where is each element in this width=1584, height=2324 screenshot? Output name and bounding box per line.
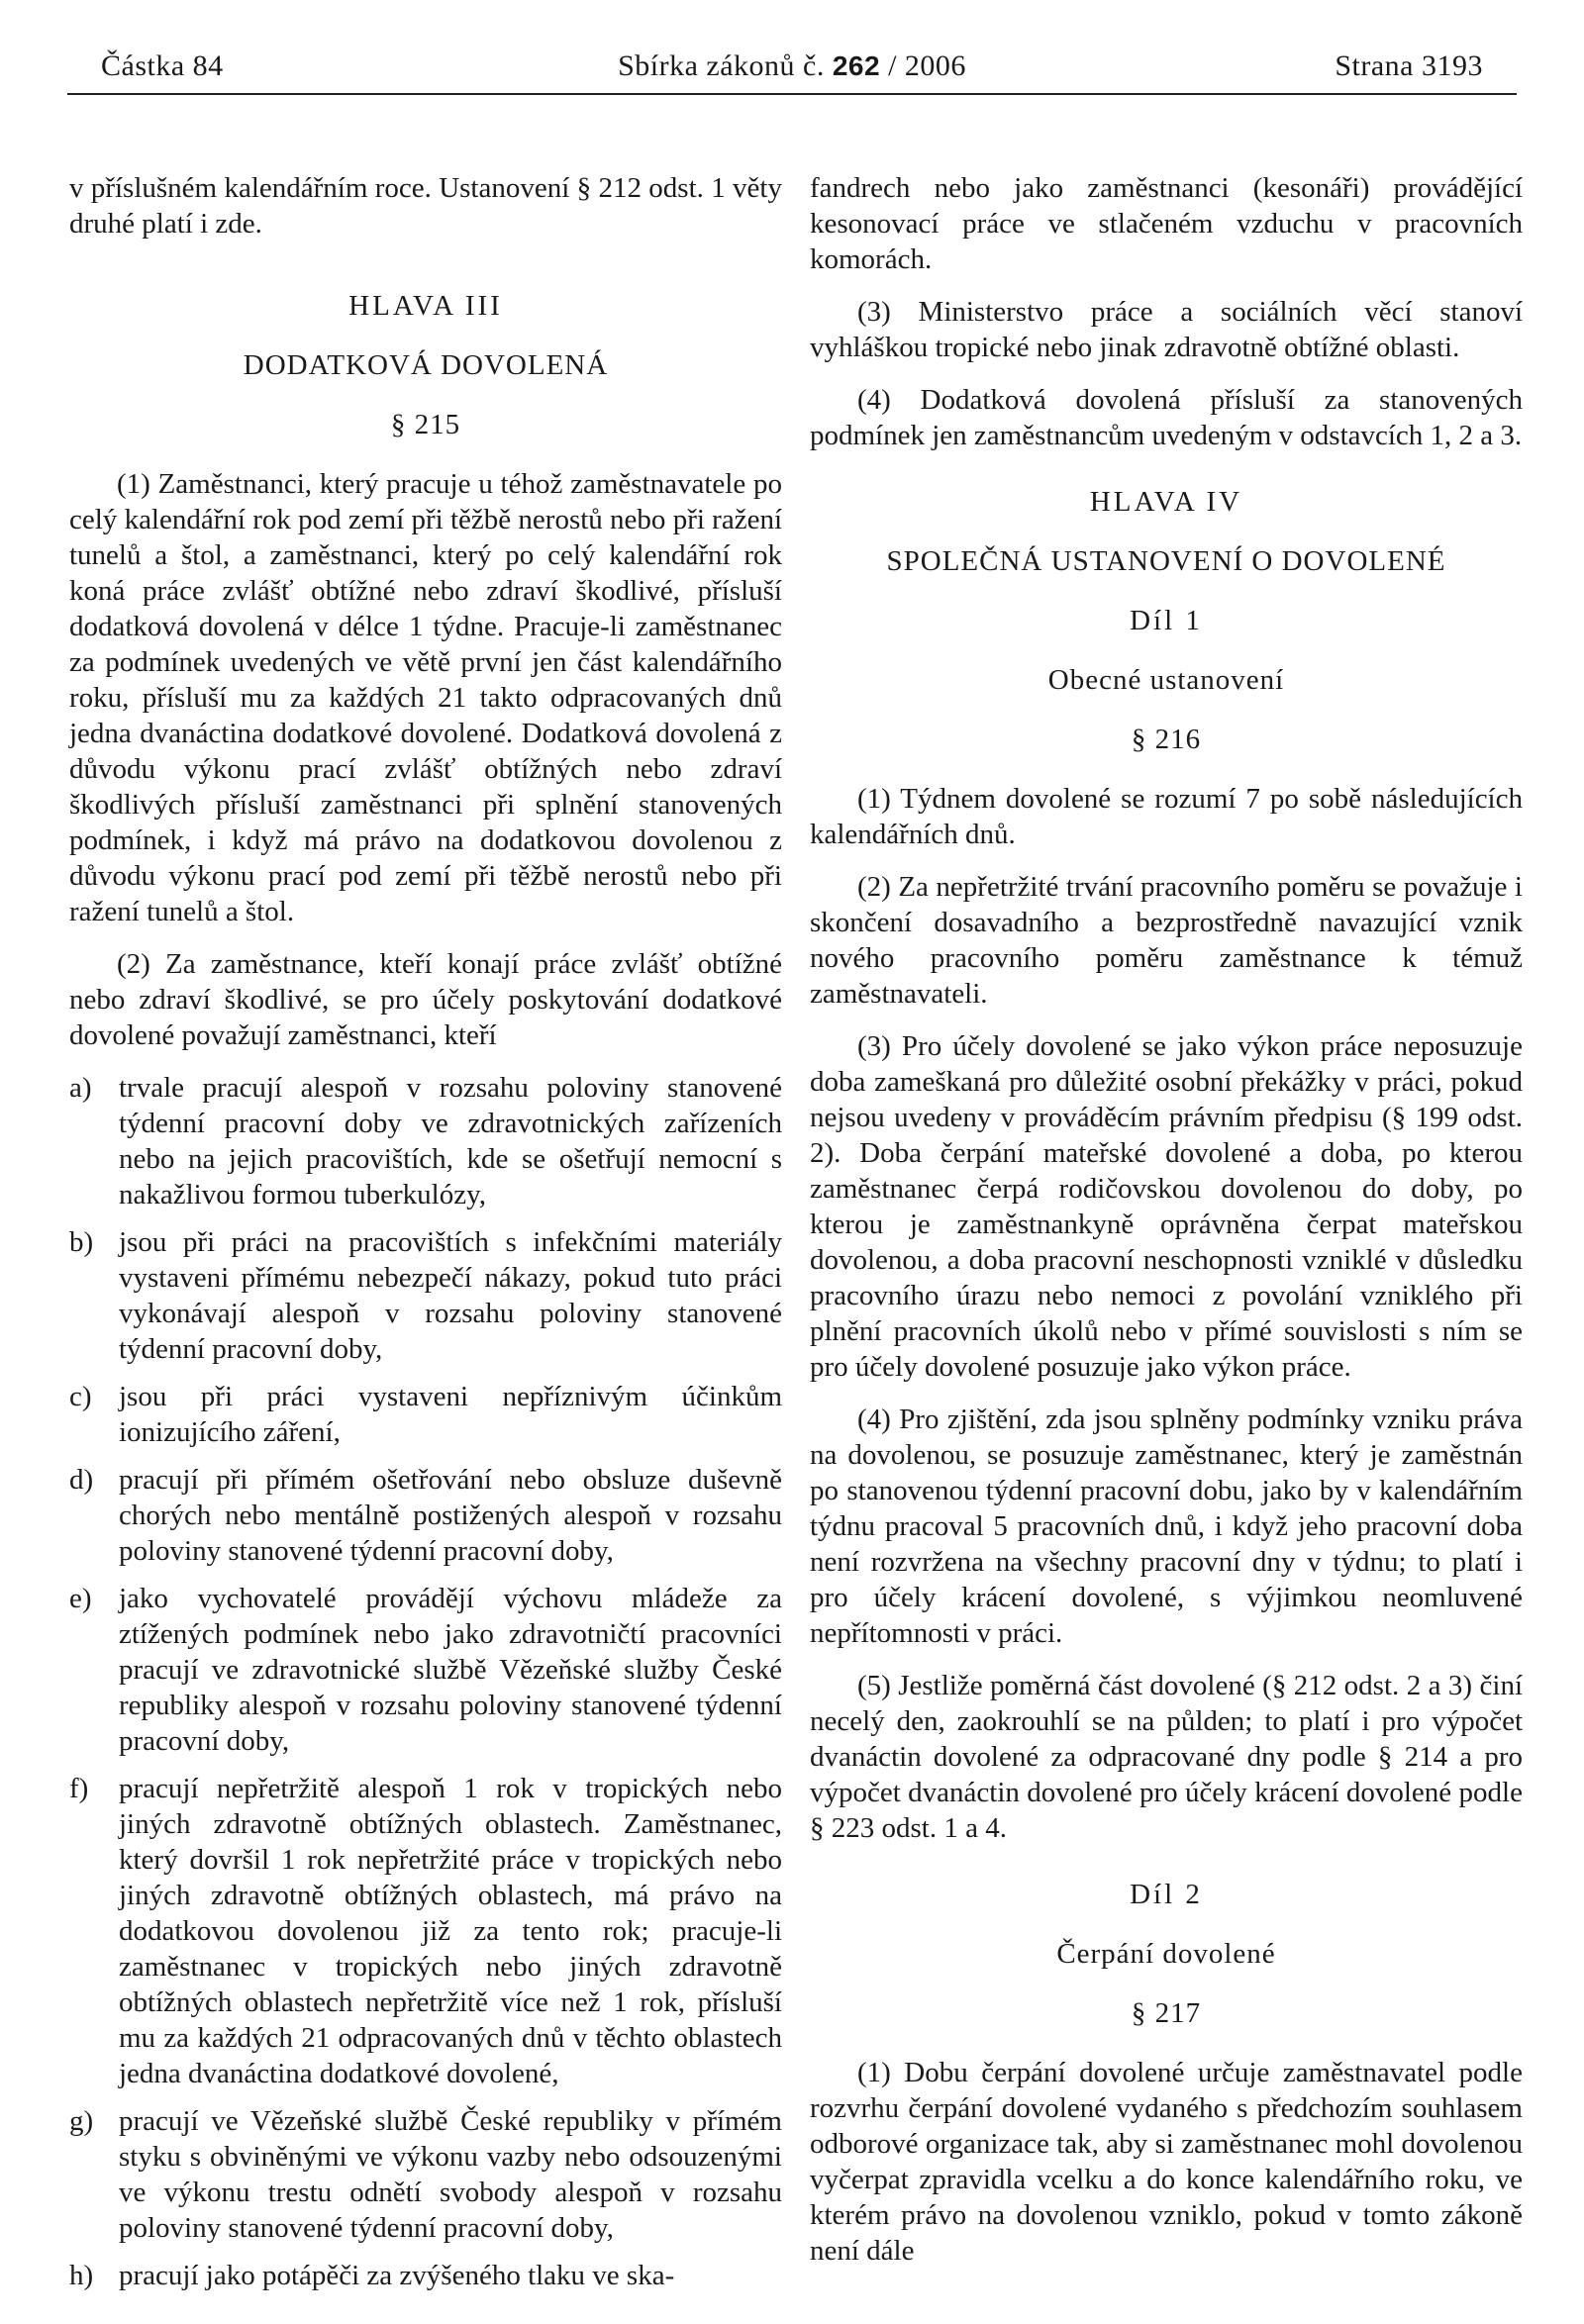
paragraph: (1) Zaměstnanci, který pracuje u téhož zaměstnavatele po celý kalendářní rok pod zemí při těžbě nerostů nebo při ražení tunelů a štol, a zaměstnanci, který po celý kalendářní rok koná práce zvlášť obtížné nebo zdraví škodlivé, přísluší dodatková dovolená v délce 1 týdne. Pracuje-li zaměstnanec za podmínek uvedených ve větě první jen část kalendářního roku, přísluší mu za každých 21 takto odpracovaných dnů jedna dvanáctina dodatkové dovolené. Dodatková dovolená z důvodu výkonu prací zvlášť obtížných nebo zdraví škodlivých přísluší zaměstnanci při splnění stanovených podmínek, i když má právo na dodatkovou dovolenou z důvodu výkonu prací pod zemí při těžbě nerostů nebo při ražení tunelů a štol.	[69, 468, 782, 927]
list-item	[69, 1379, 782, 1450]
list-item	[69, 2258, 782, 2293]
part-title: Díl 1	[1130, 605, 1203, 636]
item-text: jsou při práci vystaveni nepříznivým účinkům ionizujícího záření,	[119, 1381, 782, 1448]
list-item	[69, 1070, 782, 1212]
collection-year: / 2006	[888, 49, 966, 82]
item-text: jsou při práci na pracovištích s infekčními materiály vystaveni přímému nebezpečí nákazy, pokud tuto práci vykonávají alespoň v rozsahu poloviny stanovené týdenní pracovní doby,	[119, 1226, 782, 1365]
section-number: § 215	[390, 409, 461, 440]
item-marker: d)	[69, 1464, 94, 1496]
chapter-name: SPOLEČNÁ USTANOVENÍ O DOVOLENÉ	[886, 545, 1446, 577]
item-marker: a)	[69, 1072, 92, 1104]
paragraph: (5) Jestliže poměrná část dovolené (§ 212 odst. 2 a 3) činí necelý den, zaokrouhlí se na půlden; to platí i pro výpočet dvanáctin dovolené za odpracované dny podle § 214 a pro výpočet dvanáctin dovolené pro účely krácení dovolené podle § 223 odst. 1 a 4.	[810, 1670, 1523, 1844]
item-marker: f)	[69, 1773, 89, 1804]
paragraph: (4) Pro zjištění, zda jsou splněny podmínky vzniku práva na dovolenou, se posuzuje zaměstnanec, který je zaměstnán po stanovenou týdenní pracovní dobu, jako by v kalendářním týdnu pracoval 5 pracovních dnů, i když jeho pracovní doba není rozvržena na všechny pracovní dny v týdnu; to platí i pro účely krácení dovolené, s výjimkou neomluvené nepřítomnosti v práci.	[810, 1404, 1523, 1649]
item-text: pracují ve Vězeňské službě České republiky v přímém styku s obviněnými ve výkonu vazby nebo odsouzenými ve výkonu trestu odnětí svobody alespoň v rozsahu poloviny stanovené týdenní pracovní doby,	[119, 2105, 782, 2244]
paragraph: (1) Dobu čerpání dovolené určuje zaměstnavatel podle rozvrhu čerpání dovolené vydaného s předchozím souhlasem odborové organizace tak, aby si zaměstnanec mohl dovolenou vyčerpat zpravidla vcelku a do konce kalendářního roku, ve kterém právo na dovolenou vzniklo, pokud v tomto zákoně není dále	[810, 2057, 1523, 2267]
item-text: pracují jako potápěči za zvýšeného tlaku ve ska-	[119, 2260, 675, 2291]
section-number: § 217	[1131, 1997, 1202, 2029]
paragraph: (3) Pro účely dovolené se jako výkon práce neposuzuje doba zameškaná pro důležité osobní překážky v práci, pokud nejsou uvedeny v prováděcím právním předpisu (§ 199 odst. 2). Doba čerpání mateřské dovolené a doba, po kterou zaměstnanec čerpá rodičovskou dovolenou do doby, po kterou je zaměstnankyně oprávněna čerpat mateřskou dovolenou, a doba pracovní neschopnosti vzniklé v důsledku pracovního úrazu nebo nemoci z povolání vzniklého při plnění pracovních úkolů nebo v přímé souvislosti s ním se pro účely dovolené posuzuje jako výkon práce.	[810, 1030, 1523, 1383]
part-name: Obecné ustanovení	[1047, 664, 1285, 696]
list-item	[69, 2103, 782, 2246]
continuation-paragraph: fandrech nebo jako zaměstnanci (kesonáři) provádějící kesonovací práce ve stlačeném vzduchu v pracovních komorách.	[810, 172, 1523, 275]
item-text: trvale pracují alespoň v rozsahu poloviny stanovené týdenní pracovní doby ve zdravotnických zařízeních nebo na jejich pracovištích, kde se ošetřují nemocní s nakažlivou formou tuberkulózy,	[119, 1072, 782, 1210]
left-column	[69, 170, 782, 2305]
list-item	[69, 1462, 782, 1569]
part-title: Díl 2	[1130, 1879, 1203, 1910]
list-item	[69, 1224, 782, 1367]
item-marker: b)	[69, 1226, 94, 1258]
item-list	[69, 1070, 782, 2293]
right-column	[810, 170, 1523, 2285]
chapter-name: DODATKOVÁ DOVOLENÁ	[243, 349, 609, 381]
item-text: pracují při přímém ošetřování nebo obsluze duševně chorých nebo mentálně postižených alespoň v rozsahu poloviny stanovené týdenní pracovní doby,	[119, 1464, 782, 1567]
item-marker: g)	[69, 2105, 94, 2137]
chapter-title: HLAVA III	[348, 290, 503, 322]
item-marker: h)	[69, 2260, 94, 2291]
paragraph: (2) Za nepřetržité trvání pracovního poměru se považuje i skončení dosavadního a bezprostředně navazující vznik nového pracovního poměru zaměstnance k témuž zaměstnavateli.	[810, 871, 1523, 1010]
chapter-title: HLAVA IV	[1089, 486, 1243, 518]
list-item	[69, 1581, 782, 1759]
paragraph: (4) Dodatková dovolená přísluší za stanovených podmínek jen zaměstnancům uvedeným v odstavcích 1, 2 a 3.	[810, 384, 1523, 451]
issue-part-label: Částka 84	[101, 49, 224, 82]
section-number: § 216	[1131, 724, 1202, 755]
continuation-paragraph: v příslušném kalendářním roce. Ustanovení § 212 odst. 1 věty druhé platí i zde.	[69, 172, 782, 240]
collection-title	[67, 49, 1517, 83]
item-marker: e)	[69, 1583, 92, 1614]
list-item	[69, 1771, 782, 2091]
item-text: jako vychovatelé provádějí výchovu mládeže za ztížených podmínek nebo jako zdravotničtí pracovníci pracují ve zdravotnické službě Vězeňské služby České republiky alespoň v rozsahu poloviny stanovené týdenní pracovní doby,	[119, 1583, 782, 1757]
paragraph: (3) Ministerstvo práce a sociálních věcí stanoví vyhláškou tropické nebo jinak zdravotně obtížné oblasti.	[810, 296, 1523, 363]
collection-prefix: Sbírka zákonů č.	[618, 49, 825, 82]
item-marker: c)	[69, 1381, 92, 1412]
paragraph: (1) Týdnem dovolené se rozumí 7 po sobě následujících kalendářních dnů.	[810, 783, 1523, 850]
paragraph: (2) Za zaměstnance, kteří konají práce zvlášť obtížné nebo zdraví škodlivé, se pro účely poskytování dodatkové dovolené považují zaměstnanci, kteří	[69, 948, 782, 1051]
law-number: 262	[832, 50, 881, 81]
page-header	[67, 46, 1517, 95]
page-number: Strana 3193	[1335, 49, 1483, 82]
item-text: pracují nepřetržitě alespoň 1 rok v tropických nebo jiných zdravotně obtížných oblastech. Zaměstnanec, který dovršil 1 rok nepřetržité práce v tropických nebo jiných zdravotně obtížných oblastech, má právo na dodatkovou dovolenou již za tento rok; pracuje-li zaměstnanec v tropických nebo jiných zdravotně obtížných oblastech nepřetržitě více než 1 rok, přísluší mu za každých 21 odpracovaných dnů v těchto oblastech jedna dvanáctina dodatkové dovolené,	[119, 1773, 782, 2089]
part-name: Čerpání dovolené	[1056, 1938, 1276, 1970]
